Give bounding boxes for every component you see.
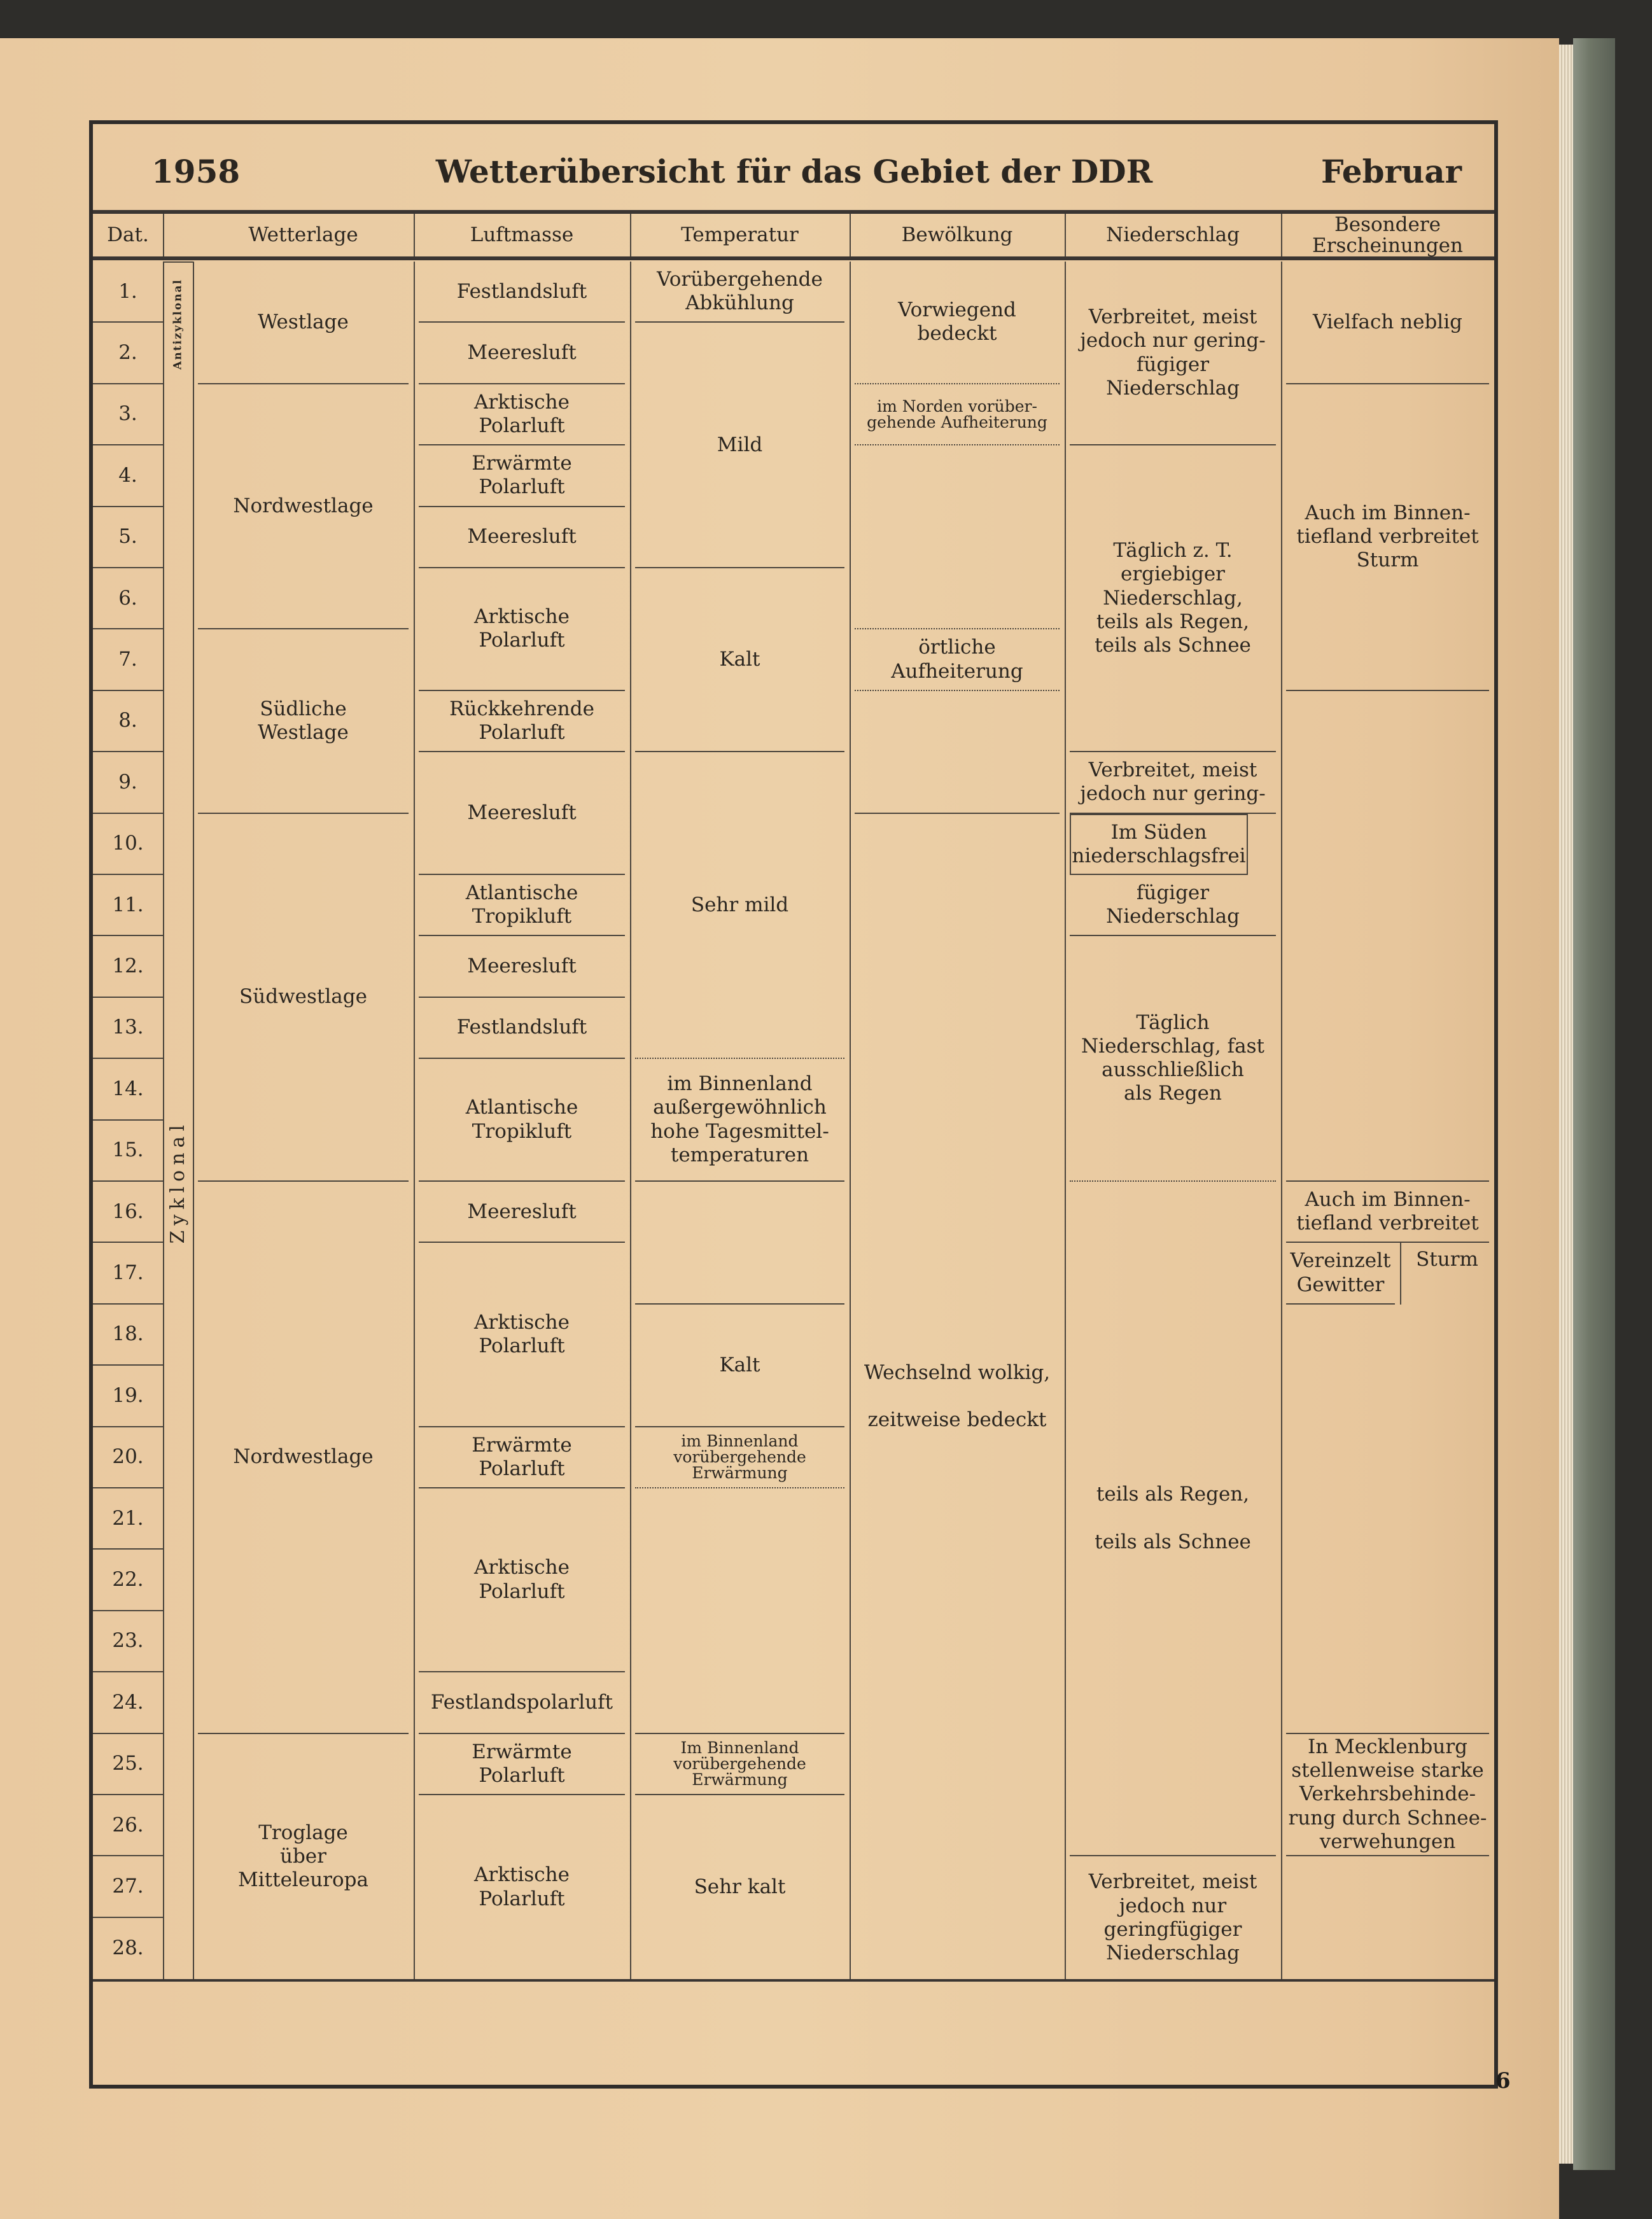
regime-label-antizyklonal: Antizyklonal <box>163 262 193 386</box>
column-header-lm: Luftmasse <box>470 223 574 247</box>
cell-lm: Erwärmte Polarluft <box>419 445 625 507</box>
month: Februar <box>1321 153 1462 190</box>
day-number: 5. <box>93 507 163 568</box>
cell-tp <box>635 1488 844 1734</box>
cell-lm: Meeresluft <box>419 752 625 875</box>
day-number: 18. <box>93 1305 163 1366</box>
header-bottom-rule <box>93 256 1494 260</box>
page-edges <box>1559 45 1573 2164</box>
column-header-bw: Bewölkung <box>901 223 1013 247</box>
cell-be <box>1286 1305 1489 1734</box>
day-number: 6. <box>93 568 163 629</box>
day-number: 16. <box>93 1182 163 1243</box>
day-number: 28. <box>112 1936 144 1960</box>
day-number: 3. <box>93 384 163 445</box>
cell-ns: fügiger Niederschlag <box>1070 875 1276 936</box>
cell-wl: Westlage <box>198 262 409 384</box>
cell-tp: im Binnenland vorübergehende Erwärmung <box>635 1427 844 1488</box>
cell-lm: Meeresluft <box>419 507 625 568</box>
page-title: Wetterübersicht für das Gebiet der DDR <box>435 153 1153 190</box>
day-number: 21. <box>93 1488 163 1550</box>
cell-ns: teils als Regen, teils als Schnee <box>1070 1182 1276 1856</box>
day-number: 8. <box>93 691 163 752</box>
cell-be: In Mecklenburg stellenweise starke Verkehrsbehinde- rung durch Schnee- verwehungen <box>1286 1734 1489 1857</box>
cell-tp: Vorübergehende Abkühlung <box>635 262 844 323</box>
cell-lm: Meeresluft <box>419 936 625 997</box>
column-divider <box>630 214 631 256</box>
column-divider <box>1281 214 1282 256</box>
cell-tp: Mild <box>635 323 844 568</box>
regime-label-zyklonal: Zyklonal <box>167 1119 189 1244</box>
day-number: 10. <box>93 814 163 875</box>
column-header-ns: Niederschlag <box>1106 223 1240 247</box>
cell-lm: Arktische Polarluft <box>474 1863 570 1910</box>
day-number: 13. <box>93 998 163 1059</box>
day-number: 23. <box>93 1611 163 1672</box>
cell-tp: Kalt <box>635 568 844 752</box>
day-number: 22. <box>93 1550 163 1611</box>
cell-ns: Täglich Niederschlag, fast ausschließlich als Regen <box>1070 936 1276 1182</box>
cell-be1: Vereinzelt Gewitter <box>1286 1243 1395 1304</box>
cell-lm: Meeresluft <box>419 1182 625 1243</box>
cell-lm: Arktische Polarluft <box>419 1488 625 1672</box>
cell-wl: Nordwestlage <box>198 384 409 630</box>
column-divider <box>414 262 415 1979</box>
cell-be: Vielfach neblig <box>1286 262 1489 384</box>
day-number: 17. <box>93 1243 163 1304</box>
cell-lm: Atlantische Tropikluft <box>419 875 625 936</box>
day-number: 1. <box>93 262 163 323</box>
cell-ns: Täglich z. T. ergiebiger Niederschlag, teils als Regen, teils als Schnee <box>1070 445 1276 752</box>
day-number: 27. <box>93 1856 163 1917</box>
column-divider <box>850 262 851 1979</box>
column-divider <box>193 262 194 1979</box>
cell-lm: Rückkehrende Polarluft <box>419 691 625 752</box>
table-bottom-rule <box>93 1979 1494 1982</box>
cell-lm: Erwärmte Polarluft <box>419 1427 625 1488</box>
column-divider <box>1065 262 1066 1979</box>
column-divider <box>1065 214 1066 256</box>
column-divider <box>163 214 164 256</box>
day-number: 26. <box>93 1795 163 1856</box>
cell-ns: Verbreitet, meist jedoch nur gering- <box>1070 752 1276 813</box>
cell-be <box>1286 691 1489 1182</box>
day-number: 4. <box>93 445 163 507</box>
column-header-tp: Temperatur <box>681 223 799 247</box>
column-divider <box>1281 262 1282 1979</box>
book-binding <box>1573 38 1615 2170</box>
cell-lm: Arktische Polarluft <box>419 1243 625 1427</box>
cell-lm: Erwärmte Polarluft <box>419 1734 625 1795</box>
column-divider <box>630 262 631 1979</box>
day-number: 14. <box>93 1059 163 1120</box>
cell-be <box>1286 1856 1489 1979</box>
cell-lm: Arktische Polarluft <box>419 568 625 691</box>
cell-wl: Südwestlage <box>198 814 409 1182</box>
cell-lm: Festlandsluft <box>419 998 625 1059</box>
cell-bw <box>855 445 1060 629</box>
column-header-dat: Dat. <box>107 223 149 247</box>
column-divider <box>1400 1243 1401 1304</box>
cell-lm: Arktische Polarluft <box>419 384 625 445</box>
cell-bw <box>855 691 1060 814</box>
page-number: 6 <box>1495 2068 1511 2094</box>
day-number: 12. <box>93 936 163 997</box>
cell-lm: Meeresluft <box>419 323 625 384</box>
cell-lm: Festlandsluft <box>419 262 625 323</box>
day-number: 24. <box>93 1672 163 1733</box>
cell-wl: Südliche Westlage <box>198 629 409 813</box>
cell-ns: Im Süden niederschlagsfrei <box>1070 814 1248 875</box>
cell-tp: Kalt <box>635 1305 844 1427</box>
cell-wl: Nordwestlage <box>198 1182 409 1734</box>
cell-lm: Festlandspolarluft <box>419 1672 625 1733</box>
column-header-wl: Wetterlage <box>248 223 358 247</box>
day-number: 15. <box>93 1121 163 1182</box>
day-number: 2. <box>93 323 163 384</box>
year: 1958 <box>151 153 241 190</box>
column-divider <box>414 214 415 256</box>
cell-be: Auch im Binnen- tiefland verbreitet Sturm <box>1286 384 1489 691</box>
cell-tp: Sehr mild <box>635 752 844 1059</box>
day-number: 11. <box>93 875 163 936</box>
day-number: 7. <box>93 629 163 690</box>
column-divider <box>850 214 851 256</box>
cell-be2: Sturm <box>1416 1248 1478 1271</box>
cell-tp <box>635 1182 844 1305</box>
cell-tp: im Binnenland außergewöhnlich hohe Tagesmittel- temperaturen <box>635 1059 844 1182</box>
cell-bw: Wechselnd wolkig, zeitweise bedeckt <box>864 1361 1051 1431</box>
cell-ns: Verbreitet, meist jedoch nur gering- fügiger Niederschlag <box>1070 262 1276 445</box>
cell-ns: Verbreitet, meist jedoch nur geringfügiger Niederschlag <box>1088 1870 1257 1964</box>
cell-be: Auch im Binnen- tiefland verbreitet <box>1286 1182 1489 1243</box>
day-number: 19. <box>93 1366 163 1427</box>
cell-bw: Vorwiegend bedeckt <box>855 262 1060 384</box>
day-number: 20. <box>93 1427 163 1488</box>
cell-wl: Troglage über Mitteleuropa <box>238 1821 368 1891</box>
day-number: 9. <box>93 752 163 813</box>
cell-bw: örtliche Aufheiterung <box>855 629 1060 690</box>
column-header-be: Besondere Erscheinungen <box>1312 213 1463 257</box>
cell-tp: Im Binnenland vorübergehende Erwärmung <box>635 1734 844 1795</box>
cell-bw: im Norden vorüber- gehende Aufheiterung <box>855 384 1060 445</box>
cell-lm: Atlantische Tropikluft <box>419 1059 625 1182</box>
cell-tp: Sehr kalt <box>694 1875 786 1898</box>
day-number: 25. <box>93 1734 163 1795</box>
